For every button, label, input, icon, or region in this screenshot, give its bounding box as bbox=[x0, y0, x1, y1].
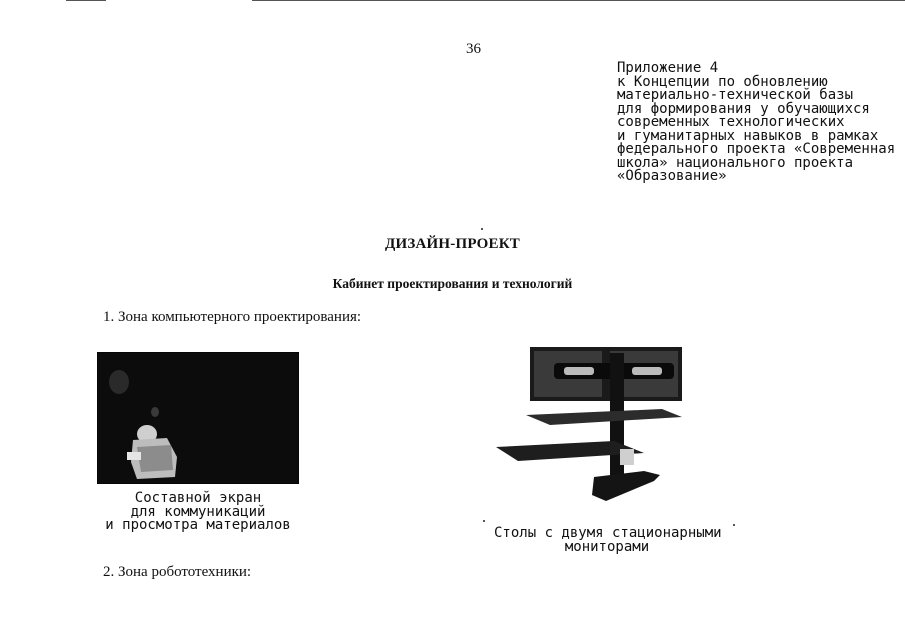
appendix-line: современных технологических bbox=[617, 114, 845, 130]
appendix-note bbox=[617, 62, 897, 184]
appendix-line: федерального проекта «Современная bbox=[617, 141, 896, 157]
appendix-line: и гуманитарных навыков в рамках bbox=[617, 127, 879, 144]
scan-edge-line bbox=[66, 0, 106, 1]
page-number: 36 bbox=[466, 41, 481, 57]
appendix-line: «Образование» bbox=[617, 168, 727, 184]
document-title: ДИЗАЙН-ПРОЕКТ bbox=[385, 236, 520, 252]
appendix-line: для формирования у обучающихся bbox=[617, 100, 870, 117]
caption-line: Столы с двумя стационарными bbox=[494, 525, 722, 541]
figure-caption bbox=[494, 527, 720, 554]
section-heading: 1. Зона компьютерного проектирования: bbox=[103, 309, 362, 325]
scan-speck bbox=[733, 524, 735, 526]
section-heading: 2. Зона робототехники: bbox=[103, 564, 252, 580]
scan-speck bbox=[481, 228, 483, 230]
caption-line: мониторами bbox=[564, 538, 650, 555]
appendix-line: школа» национального проекта bbox=[617, 154, 854, 171]
caption-line: и просмотра материалов bbox=[105, 517, 291, 533]
appendix-line: материально-технической базы bbox=[617, 87, 854, 103]
document-subtitle: Кабинет проектирования и технологий bbox=[332, 276, 573, 291]
caption-line: Составной экран bbox=[134, 490, 262, 506]
dual-monitor-desk-photo bbox=[494, 345, 684, 507]
scan-speck bbox=[483, 520, 485, 522]
caption-line: для коммуникаций bbox=[130, 503, 266, 520]
scan-edge-line bbox=[252, 0, 905, 1]
composite-screen-photo bbox=[97, 352, 299, 484]
appendix-line: Приложение 4 bbox=[617, 60, 719, 76]
figure-caption bbox=[97, 492, 299, 533]
appendix-line: к Концепции по обновлению bbox=[617, 73, 828, 90]
